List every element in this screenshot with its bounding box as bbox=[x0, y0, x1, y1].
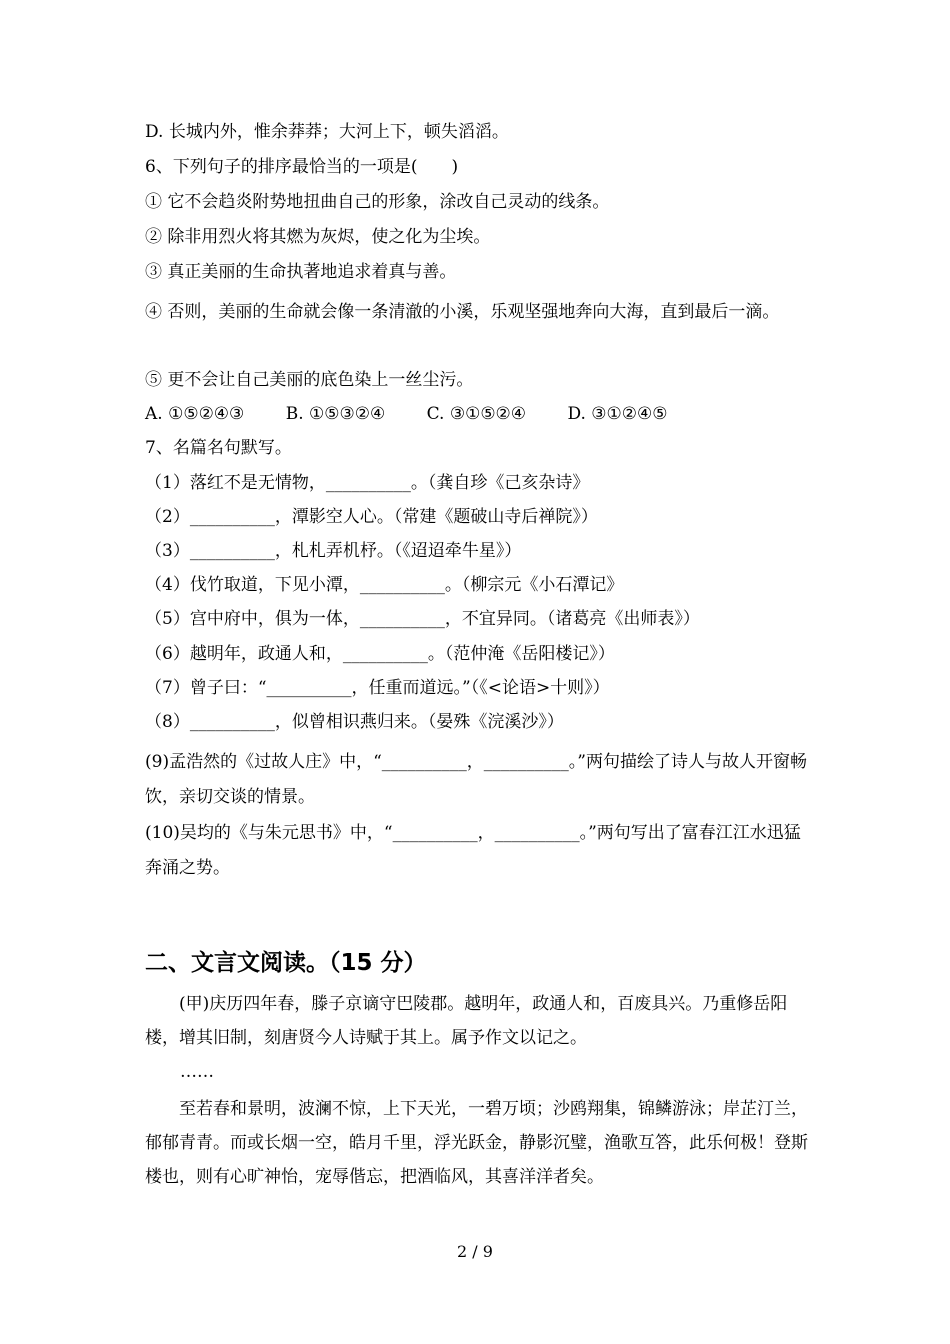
q6-option-c: C. ③①⑤②④ bbox=[426, 404, 527, 424]
q7-item-2: （2）__________，潭影空人心。（常建《题破山寺后禅院》） bbox=[145, 507, 598, 527]
q6-options bbox=[145, 402, 704, 426]
q5-option-d: D. 长城内外，惟余莽莽；大河上下，顿失滔滔。 bbox=[145, 122, 509, 142]
q6-sentence-3: ③ 真正美丽的生命执著地追求着真与善。 bbox=[145, 262, 457, 282]
q7-item-4: （4）伐竹取道，下见小潭，__________。（柳宗元《小石潭记》 bbox=[145, 575, 624, 595]
q7-item-10: (10)吴均的《与朱元思书》中，“__________，__________。”两句写出了富春江江水迅猛奔涌之势。 bbox=[145, 823, 801, 878]
section-heading: 二、文言文阅读。（15 分） bbox=[145, 950, 427, 976]
q7-item-1: （1）落红不是无情物，__________。（龚自珍《己亥杂诗》 bbox=[145, 473, 590, 493]
passage-paragraph-1: (甲)庆历四年春，滕子京谪守巴陵郡。越明年，政通人和，百废具兴。乃重修岳阳楼，增其旧制，刻唐贤今人诗赋于其上。属予作文以记之。 bbox=[145, 994, 788, 1048]
q7-item-5: （5）宫中府中，俱为一体，__________，不宜异同。（诸葛亮《出师表》） bbox=[145, 609, 700, 629]
q6-sentence-4: ④ 否则，美丽的生命就会像一条清澈的小溪，乐观坚强地奔向大海，直到最后一滴。 bbox=[145, 302, 780, 322]
q7-item-9: (9)孟浩然的《过故人庄》中，“__________，__________。”两句描绘了诗人与故人开窗畅饮，亲切交谈的情景。 bbox=[145, 752, 807, 807]
q6-option-a: A. ①⑤②④③ bbox=[145, 404, 245, 424]
passage-ellipsis: …… bbox=[180, 1062, 214, 1082]
q6-sentence-1: ① 它不会趋炎附势地扭曲自己的形象，涂改自己灵动的线条。 bbox=[145, 192, 610, 212]
passage-paragraph-2: 至若春和景明，波澜不惊，上下天光，一碧万顷；沙鸥翔集，锦鳞游泳；岸芷汀兰，郁郁青青。而或长烟一空，皓月千里，浮光跃金，静影沉璧，渔歌互答，此乐何极！登斯楼也，则有心旷神怡，宠辱偕忘，把酒临风，其喜洋洋者矣。 bbox=[145, 1099, 808, 1187]
page-number: 2 / 9 bbox=[457, 1242, 493, 1261]
q7-item-3: （3）__________，札札弄机杼。（《迢迢牵牛星》） bbox=[145, 541, 522, 561]
q7-stem: 7、名篇名句默写。 bbox=[145, 438, 292, 458]
q6-sentence-2: ② 除非用烈火将其燃为灰烬，使之化为尘埃。 bbox=[145, 227, 491, 247]
q7-item-7: （7）曾子曰：“__________，任重而道远。”（《<论语>十则》） bbox=[145, 678, 610, 698]
q6-option-d: D. ③①②④⑤ bbox=[567, 404, 668, 424]
q6-sentence-5: ⑤ 更不会让自己美丽的底色染上一丝尘污。 bbox=[145, 370, 474, 390]
q6-stem: 6、下列句子的排序最恰当的一项是( ) bbox=[145, 157, 459, 177]
q7-item-8: （8）__________，似曾相识燕归来。（晏殊《浣溪沙》） bbox=[145, 712, 564, 732]
q7-item-6: （6）越明年，政通人和，__________。（范仲淹《岳阳楼记》） bbox=[145, 644, 615, 664]
q6-option-b: B. ①⑤③②④ bbox=[285, 404, 386, 424]
